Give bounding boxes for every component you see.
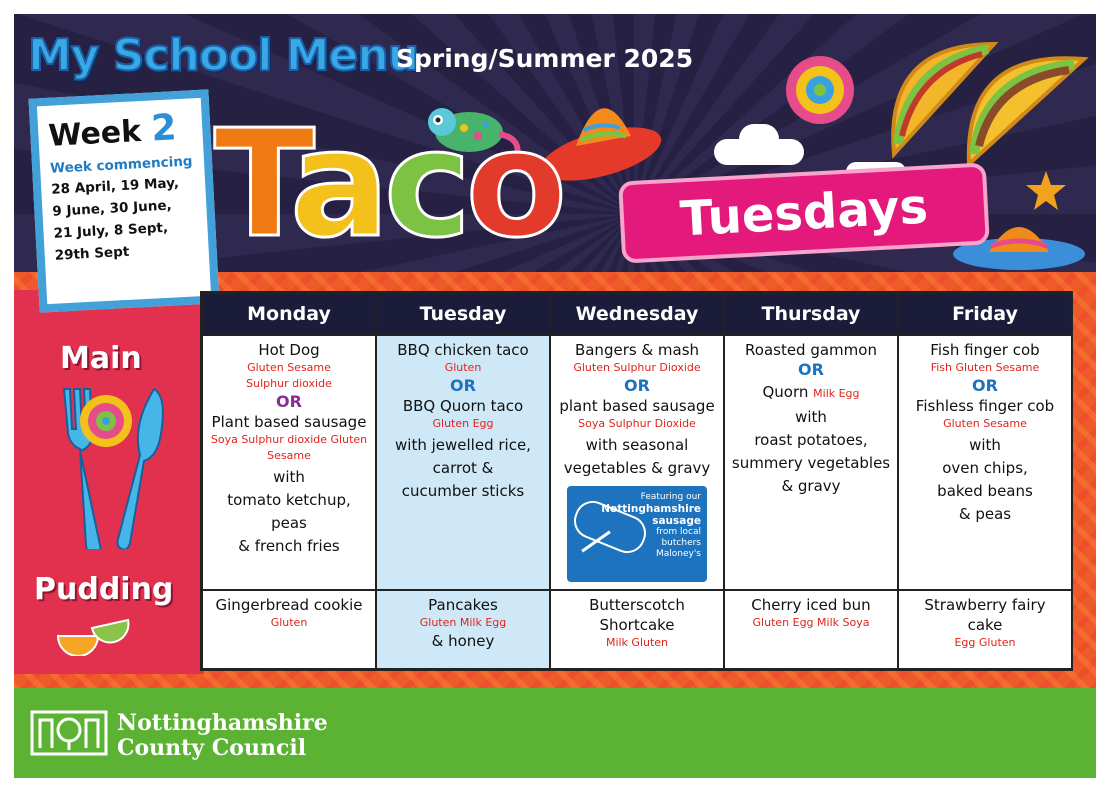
pudding-name: & honey: [431, 632, 495, 650]
allergen-text: Gluten Sesame: [943, 417, 1027, 430]
menu-table: [200, 291, 1073, 671]
side-line: with seasonal: [585, 436, 689, 454]
side-line: & gravy: [781, 477, 841, 495]
allergen-text: Sesame: [267, 449, 311, 462]
or-divider: OR: [972, 376, 998, 395]
dish-name: BBQ Quorn taco: [402, 397, 524, 415]
side-line: summery vegetables: [731, 454, 891, 472]
day-header: Monday: [203, 294, 375, 334]
dish-name: plant based sausage: [559, 397, 715, 415]
pudding-name: Strawberry fairy: [924, 596, 1046, 614]
main-cell-tuesday: [377, 336, 549, 589]
side-line: oven chips,: [942, 459, 1028, 477]
week-date-line: 28 April, 19 May,: [50, 175, 180, 198]
pudding-cell-tuesday: [377, 591, 549, 668]
day-header: Wednesday: [551, 294, 723, 334]
allergen-text: Milk Egg: [813, 387, 860, 400]
menu-poster: [14, 14, 1096, 778]
dish-name: Fishless finger cob: [915, 397, 1055, 415]
side-line: cucumber sticks: [401, 482, 525, 500]
or-divider: OR: [276, 392, 302, 411]
side-line: vegetables & gravy: [563, 459, 711, 477]
allergen-text: Gluten: [270, 616, 308, 629]
day-header: Thursday: [725, 294, 897, 334]
pudding-cell-monday: [203, 591, 375, 668]
dish-name: Hot Dog: [258, 341, 320, 359]
dish-name: Fish finger cob: [930, 341, 1040, 359]
badge-text: Maloney's: [655, 549, 701, 559]
page-title: My School Menu: [28, 30, 419, 81]
week-card: [29, 89, 220, 312]
dish-name: Quorn: [762, 383, 809, 401]
week-dates: [51, 171, 199, 266]
cloud-shape: [739, 124, 779, 154]
star-icon: [1024, 169, 1068, 213]
week-number: 2: [150, 107, 178, 150]
week-date-line: 9 June, 30 June,: [52, 197, 173, 220]
council-name-line: County Council: [117, 735, 307, 761]
side-line: roast potatoes,: [754, 431, 868, 449]
or-divider: OR: [798, 360, 824, 379]
allergen-text: Sulphur dioxide: [246, 377, 332, 390]
pudding-name: Pancakes: [428, 596, 498, 614]
cutlery-icon: [44, 379, 174, 549]
week-date-line: 21 July, 8 Sept,: [53, 219, 169, 242]
allergen-text: Gluten Milk Egg: [419, 616, 507, 629]
pudding-cell-wednesday: [551, 591, 723, 668]
badge-text: Nottinghamshire: [601, 503, 701, 515]
orange-slice-icon: [54, 606, 134, 656]
taco-letter: a: [289, 98, 384, 270]
side-line: carrot &: [432, 459, 494, 477]
council-name-line: Nottinghamshire: [117, 710, 328, 736]
day-header: Friday: [899, 294, 1071, 334]
badge-text: sausage: [652, 515, 701, 527]
taco-illustration: [874, 24, 1094, 174]
main-cell-thursday: [725, 336, 897, 589]
week-heading: [47, 106, 193, 154]
side-line: with: [795, 408, 827, 426]
season-label: Spring/Summer 2025: [396, 44, 694, 73]
nottinghamshire-sausage-badge: [567, 486, 707, 582]
side-line: with jewelled rice,: [395, 436, 531, 454]
dish-name: Bangers & mash: [574, 341, 700, 359]
council-name: [117, 711, 328, 761]
dish-name: Plant based sausage: [211, 413, 367, 431]
taco-letter: T: [214, 98, 290, 270]
pudding-name: cake: [967, 616, 1003, 634]
allergen-text: Gluten Egg: [432, 417, 494, 430]
pudding-cell-friday: [899, 591, 1071, 668]
badge-text: Featuring our: [640, 492, 701, 502]
allergen-text: Gluten Sulphur Dioxide: [573, 361, 701, 374]
allergen-text: Gluten: [444, 361, 482, 374]
allergen-text: Soya Sulphur Dioxide: [578, 417, 696, 430]
allergen-text: Soya Sulphur dioxide Gluten: [210, 433, 368, 446]
dish-name: BBQ chicken taco: [397, 341, 529, 359]
or-divider: OR: [450, 376, 476, 395]
flower-icon: [784, 54, 856, 126]
allergen-text: Milk Gluten: [605, 636, 669, 649]
pudding-name: Cherry iced bun: [751, 596, 871, 614]
taco-headline: [214, 98, 562, 270]
allergen-text: Gluten Sesame: [247, 361, 331, 374]
main-cell-wednesday: [551, 336, 723, 589]
or-divider: OR: [624, 376, 650, 395]
main-cell-friday: [899, 336, 1071, 589]
council-logo-icon: [30, 708, 108, 758]
taco-letter: o: [465, 98, 562, 270]
side-line: tomato ketchup,: [227, 491, 351, 509]
side-line: & french fries: [238, 537, 340, 555]
pudding-name: Shortcake: [599, 616, 675, 634]
allergen-text: Egg Gluten: [954, 636, 1016, 649]
week-date-line: 29th Sept: [54, 243, 130, 264]
side-line: baked beans: [937, 482, 1033, 500]
main-section-label: Main: [60, 341, 142, 376]
allergen-text: Gluten Egg Milk Soya: [752, 616, 870, 629]
taco-letter: c: [383, 98, 466, 270]
side-line: peas: [271, 514, 307, 532]
badge-text: from local: [656, 527, 701, 537]
side-line: with: [273, 468, 305, 486]
pudding-name: Butterscotch: [589, 596, 685, 614]
allergen-text: Fish Gluten Sesame: [930, 361, 1040, 374]
side-line: & peas: [958, 505, 1012, 523]
badge-text: butchers: [661, 538, 701, 548]
pudding-name: Gingerbread cookie: [215, 596, 363, 614]
dish-name: Roasted gammon: [745, 341, 877, 359]
tuesdays-banner-text: Tuesdays: [678, 178, 930, 248]
day-header: Tuesday: [377, 294, 549, 334]
side-line: with: [969, 436, 1001, 454]
main-cell-monday: [203, 336, 375, 589]
pudding-section-label: Pudding: [34, 572, 174, 607]
pudding-cell-thursday: [725, 591, 897, 668]
dish-line: [728, 382, 894, 404]
week-label: Week: [47, 114, 142, 154]
week-commencing-label: Week commencing: [49, 153, 193, 177]
